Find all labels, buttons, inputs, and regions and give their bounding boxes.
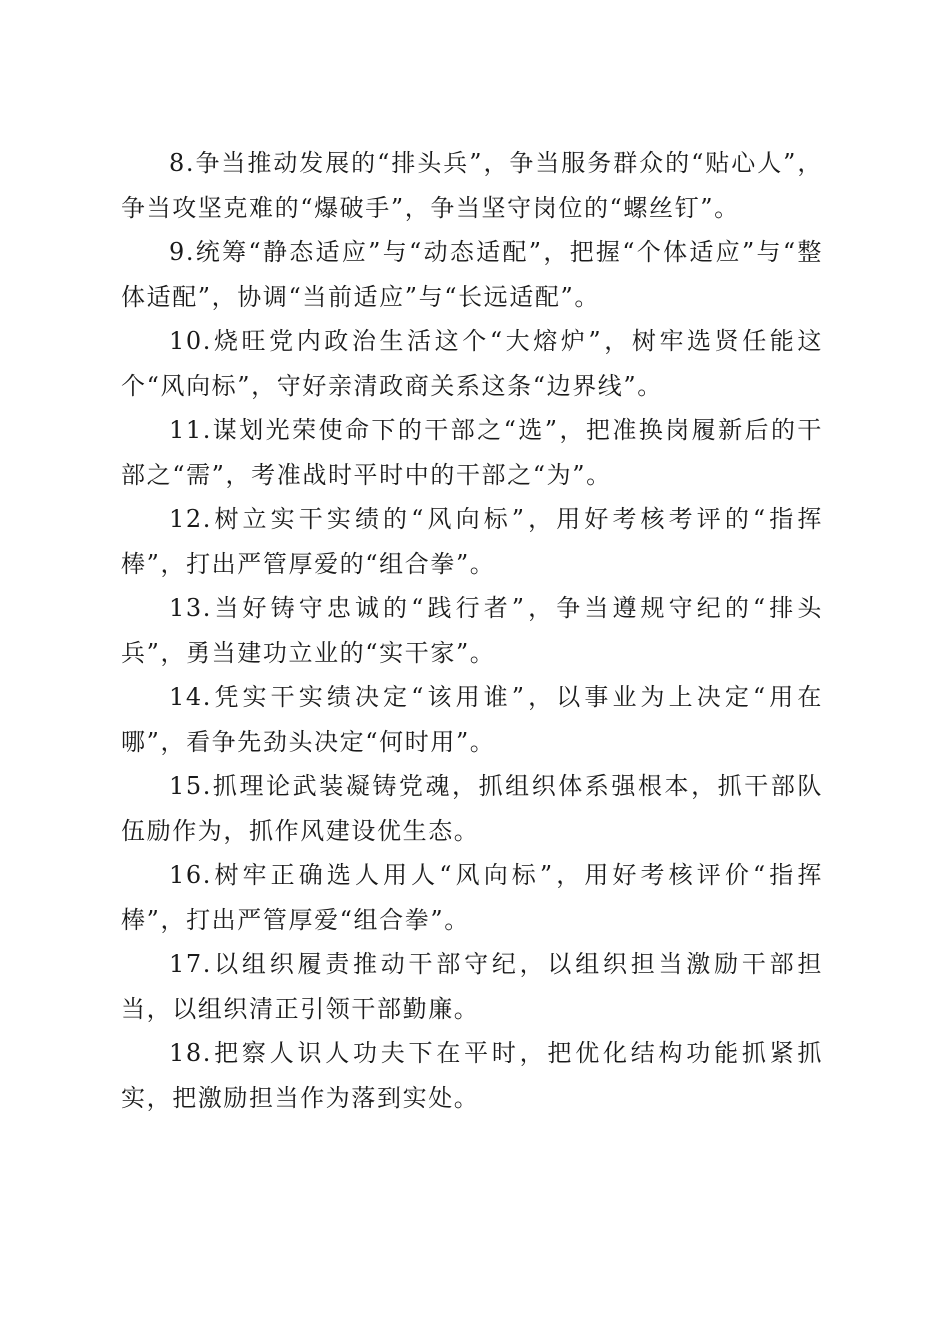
paragraph-13: 13.当好铸守忠诚的“践行者”，争当遵规守纪的“排头兵”，勇当建功立业的“实干家”。 [121,594,823,667]
paragraph-9: 9.统筹“静态适应”与“动态适配”，把握“个体适应”与“整体适配”，协调“当前适应”与“长远适配”。 [121,238,823,311]
paragraph-15: 15.抓理论武装凝铸党魂，抓组织体系强根本，抓干部队伍励作为，抓作风建设优生态。 [121,772,823,845]
paragraph-8: 8.争当推动发展的“排头兵”，争当服务群众的“贴心人”，争当攻坚克难的“爆破手”，争当坚守岗位的“螺丝钉”。 [121,149,823,222]
paragraph-18: 18.把察人识人功夫下在平时，把优化结构功能抓紧抓实，把激励担当作为落到实处。 [121,1039,823,1112]
paragraph-12: 12.树立实干实绩的“风向标”，用好考核考评的“指挥棒”，打出严管厚爱的“组合拳”。 [121,505,823,578]
document-body [121,141,823,1120]
paragraph-14: 14.凭实干实绩决定“该用谁”，以事业为上决定“用在哪”，看争先劲头决定“何时用”。 [121,683,823,756]
paragraph-11: 11.谋划光荣使命下的干部之“选”，把准换岗履新后的干部之“需”，考准战时平时中的干部之“为”。 [121,416,823,489]
paragraph-16: 16.树牢正确选人用人“风向标”，用好考核评价“指挥棒”，打出严管厚爱“组合拳”。 [121,861,823,934]
paragraph-17: 17.以组织履责推动干部守纪，以组织担当激励干部担当，以组织清正引领干部勤廉。 [121,950,823,1023]
paragraph-10: 10.烧旺党内政治生活这个“大熔炉”，树牢选贤任能这个“风向标”，守好亲清政商关系这条“边界线”。 [121,327,823,400]
